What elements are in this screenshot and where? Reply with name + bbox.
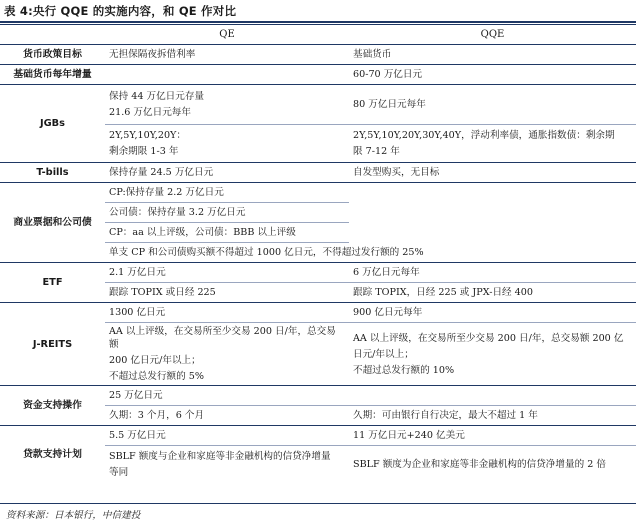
jreits-qe-2b: 200 亿日元/年以上； bbox=[109, 355, 201, 366]
commercial-qe-4: 单支 CP 和公司债购买额不得超过 1000 亿日元，不得超过发行额的 25% bbox=[105, 243, 636, 263]
tbills-qqe: 自发型购买，无目标 bbox=[349, 163, 636, 183]
jreits-qqe-2c: 不超过总发行额的 10% bbox=[353, 364, 455, 376]
label-etf: ETF bbox=[0, 263, 105, 303]
label-jgbs: JGBs bbox=[0, 85, 105, 163]
table-title: 表 4:央行 QQE 的实施内容，和 QE 作对比 bbox=[4, 4, 237, 18]
header-empty bbox=[0, 25, 105, 45]
jgbs-qe-2 bbox=[105, 125, 349, 163]
header-qqe: QQE bbox=[349, 25, 636, 45]
jgbs-qe-2a: 2Y,5Y,10Y,20Y： bbox=[109, 130, 186, 141]
jgbs-qqe-2a: 2Y,5Y,10Y,20Y,30Y,40Y，浮动利率债，通胀指数债：剩余期 bbox=[353, 130, 615, 141]
jgbs-qqe-1: 80 万亿日元每年 bbox=[349, 85, 636, 125]
label-base: 基础货币每年增量 bbox=[0, 65, 105, 85]
source-note: 资料来源：日本银行，中信建投 bbox=[6, 510, 141, 521]
jgbs-qqe-2b: 限 7-12 年 bbox=[353, 146, 400, 157]
comparison-table bbox=[0, 24, 636, 484]
tbills-qe: 保持存量 24.5 万亿日元 bbox=[105, 163, 349, 183]
row-lending-1 bbox=[0, 426, 636, 446]
row-jreits-1 bbox=[0, 303, 636, 323]
jreits-qe-2c: 不超过总发行额的 5% bbox=[109, 371, 205, 382]
lending-qqe-1: 11 万亿日元+240 亿美元 bbox=[349, 426, 636, 446]
label-funding: 资金支持操作 bbox=[0, 386, 105, 426]
header-qe: QE bbox=[105, 25, 349, 45]
commercial-qe-1: CP:保持存量 2.2 万亿日元 bbox=[105, 183, 349, 203]
label-lending: 贷款支持计划 bbox=[0, 426, 105, 484]
jgbs-qe-1a: 保持 44 万亿日元存量 bbox=[109, 91, 205, 102]
jreits-qqe-1: 900 亿日元每年 bbox=[349, 303, 636, 323]
lending-qe-2 bbox=[105, 446, 349, 484]
header-row bbox=[0, 25, 636, 45]
jreits-qe-1: 1300 亿日元 bbox=[105, 303, 349, 323]
label-tbills: T-bills bbox=[0, 163, 105, 183]
etf-qe-2: 跟踪 TOPIX 或日经 225 bbox=[105, 283, 349, 303]
jreits-qe-2 bbox=[105, 323, 349, 386]
policy-qe: 无担保隔夜拆借利率 bbox=[105, 45, 349, 65]
row-tbills bbox=[0, 163, 636, 183]
jreits-qe-2a: AA 以上评级，在交易所至少交易 200 日/年，总交易额 bbox=[109, 326, 336, 350]
row-funding-1 bbox=[0, 386, 636, 406]
funding-qe-1: 25 万亿日元 bbox=[105, 386, 349, 406]
lending-qe-1: 5.5 万亿日元 bbox=[105, 426, 349, 446]
jreits-qqe-2b: 日元/年以上； bbox=[353, 348, 414, 360]
funding-qqe-2: 久期：可由银行自行决定，最大不超过 1 年 bbox=[349, 406, 636, 426]
row-base bbox=[0, 65, 636, 85]
etf-qqe-1: 6 万亿日元每年 bbox=[349, 263, 636, 283]
base-qe bbox=[105, 65, 349, 85]
label-policy: 货币政策目标 bbox=[0, 45, 105, 65]
label-commercial: 商业票据和公司债 bbox=[0, 183, 105, 263]
label-jreits: J-REITS bbox=[0, 303, 105, 386]
jgbs-qe-1 bbox=[105, 85, 349, 125]
commercial-qe-2: 公司债：保持存量 3.2 万亿日元 bbox=[105, 203, 349, 223]
lending-qqe-2: SBLF 额度为企业和家庭等非金融机构的信贷净增量的 2 倍 bbox=[349, 446, 636, 484]
jgbs-qqe-2 bbox=[349, 125, 636, 163]
funding-qe-2: 久期：3 个月，6 个月 bbox=[105, 406, 349, 426]
row-jgbs-1 bbox=[0, 85, 636, 125]
row-policy bbox=[0, 45, 636, 65]
jgbs-qe-1b: 21.6 万亿日元每年 bbox=[109, 107, 191, 118]
row-commercial-1 bbox=[0, 183, 636, 203]
lending-qe-2b: 等同 bbox=[109, 467, 129, 479]
jreits-qqe-2 bbox=[349, 323, 636, 386]
base-qqe: 60-70 万亿日元 bbox=[349, 65, 636, 85]
etf-qe-1: 2.1 万亿日元 bbox=[105, 263, 349, 283]
row-etf-1 bbox=[0, 263, 636, 283]
policy-qqe: 基础货币 bbox=[349, 45, 636, 65]
funding-qqe-1 bbox=[349, 386, 636, 406]
etf-qqe-2: 跟踪 TOPIX，日经 225 或 JPX-日经 400 bbox=[349, 283, 636, 303]
lending-qe-2a: SBLF 额度与企业和家庭等非金融机构的信贷净增量 bbox=[109, 451, 331, 463]
bottom-rule bbox=[0, 503, 636, 504]
commercial-qe-3: CP：aa 以上评级，公司债：BBB 以上评级 bbox=[105, 223, 349, 243]
jgbs-qe-2b: 剩余期限 1-3 年 bbox=[109, 146, 179, 157]
jreits-qqe-2a: AA 以上评级，在交易所至少交易 200 日/年，总交易额 200 亿 bbox=[353, 332, 624, 344]
top-rule bbox=[0, 21, 636, 23]
